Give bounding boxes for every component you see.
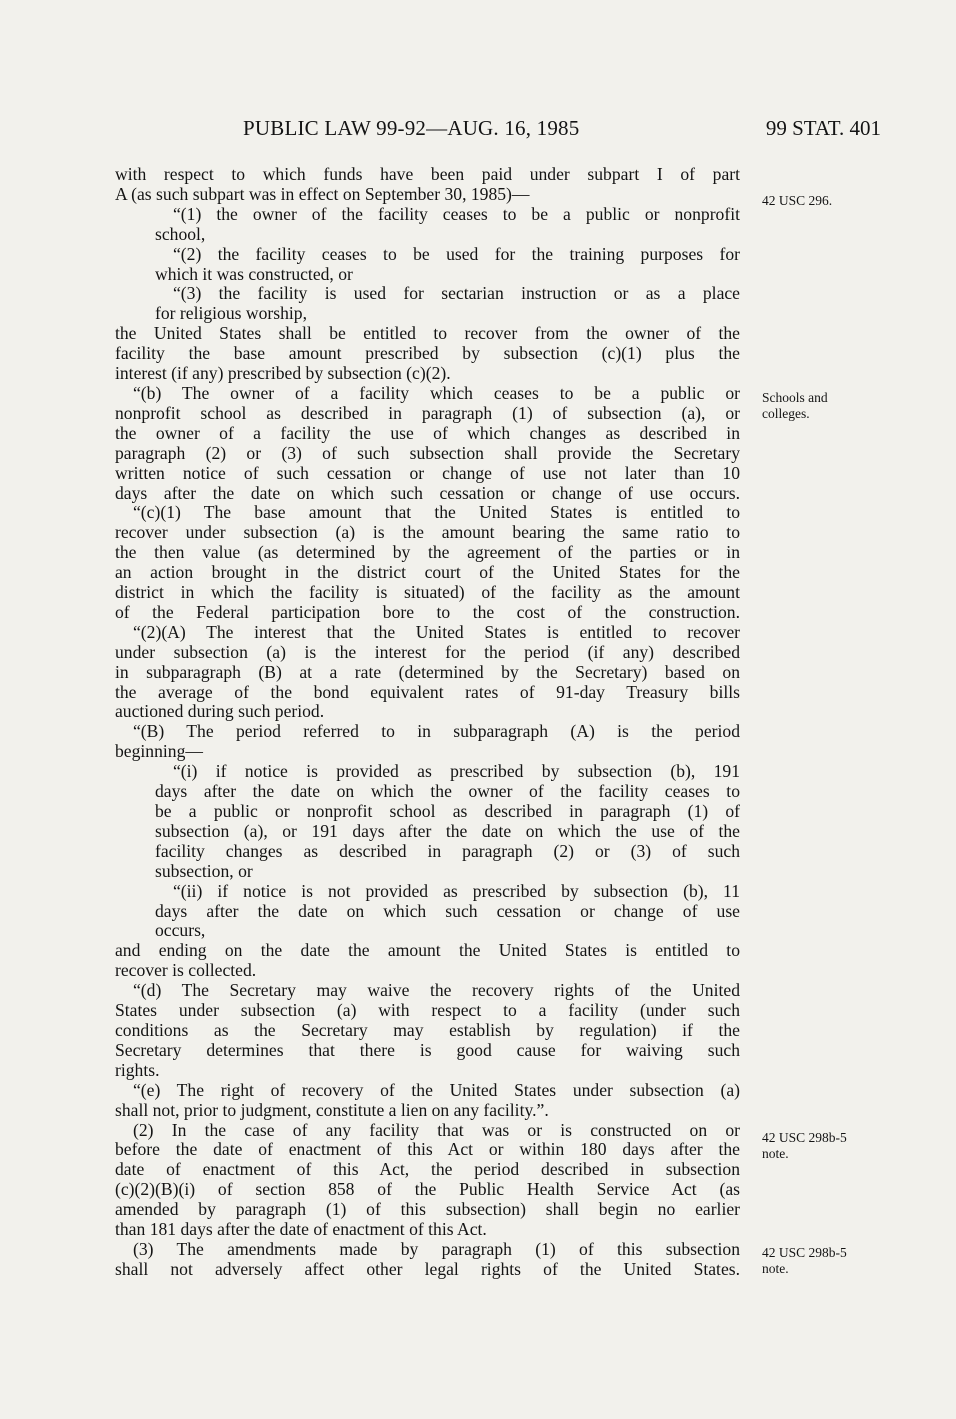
text-line: school,	[155, 223, 206, 244]
statute-body-text	[115, 165, 740, 1280]
margin-note-42-usc-296	[762, 193, 832, 209]
text-line: of the Federal participation bore to the cost of the construction.	[115, 601, 740, 622]
text-line: be a public or nonprofit school as described in paragraph (1) of	[155, 801, 740, 821]
margin-note-42-usc-298b-5	[762, 1130, 847, 1161]
text-line: paragraph (2) or (3) of such subsection shall provide the Secretary	[115, 442, 740, 463]
text-line: “(i) if notice is provided as prescribed by subsection (b), 191	[173, 761, 740, 782]
text-line: facility changes as described in paragraph (2) or (3) of such	[155, 840, 740, 861]
text-line: with respect to which funds have been paid under subpart I of part	[115, 164, 740, 184]
text-line: interest (if any) prescribed by subsection (c)(2).	[115, 363, 451, 384]
text-line: subsection, or	[155, 860, 253, 881]
margin-note-line: colleges.	[762, 405, 810, 421]
text-line: (2) In the case of any facility that was or is constructed on or	[133, 1119, 740, 1140]
margin-note-line: 42 USC 296.	[762, 193, 833, 208]
text-line: recover is collected.	[115, 960, 257, 981]
text-line: shall not adversely affect other legal rights of the United States.	[115, 1258, 740, 1279]
text-line: “(e) The right of recovery of the United States under subsection (a)	[133, 1079, 740, 1100]
text-line: “(c)(1) The base amount that the United States is entitled to	[133, 502, 740, 523]
text-line: rights.	[115, 1059, 160, 1080]
text-line: for religious worship,	[155, 303, 307, 324]
text-line: auctioned during such period.	[115, 701, 325, 722]
text-line: “(B) The period referred to in subparagraph (A) is the period	[133, 721, 740, 742]
text-line: days after the date on which the owner of the facility ceases to	[155, 781, 740, 802]
margin-note-42-usc-298b-5	[762, 1245, 847, 1276]
text-line: (3) The amendments made by paragraph (1) of this subsection	[133, 1238, 740, 1259]
text-line: “(d) The Secretary may waive the recovery rights of the United	[133, 980, 740, 1001]
text-line: an action brought in the district court of the United States for the	[115, 562, 740, 583]
text-line: “(ii) if notice is not provided as prescribed by subsection (b), 11	[173, 880, 740, 901]
header-title: PUBLIC LAW 99-92—AUG. 16, 1985	[243, 116, 580, 140]
text-line: days after the date on which such cessation or change of use occurs.	[115, 482, 740, 503]
text-line: and ending on the date the amount the United States is entitled to	[115, 940, 740, 961]
text-line: than 181 days after the date of enactment of this Act.	[115, 1219, 487, 1240]
text-line: in subparagraph (B) at a rate (determined by the Secretary) based on	[115, 661, 740, 682]
text-line: under subsection (a) is the interest for the period (if any) described	[115, 641, 740, 662]
text-line: (c)(2)(B)(i) of section 858 of the Public Health Service Act (as	[115, 1179, 740, 1200]
text-line: facility the base amount prescribed by subsection (c)(1) plus the	[115, 343, 740, 364]
text-line: subsection (a), or 191 days after the date on which the use of the	[155, 820, 740, 841]
text-line: written notice of such cessation or change of use not later than 10	[115, 462, 740, 483]
text-line: “(3) the facility is used for sectarian instruction or as a place	[173, 283, 740, 304]
text-line: amended by paragraph (1) of this subsection) shall begin no earlier	[115, 1199, 740, 1220]
text-line: “(2)(A) The interest that the United States is entitled to recover	[133, 621, 740, 642]
text-line: conditions as the Secretary may establish by regulation) if the	[115, 1019, 740, 1040]
header-stat-page: 99 STAT. 401	[765, 116, 881, 140]
text-line: “(1) the owner of the facility ceases to be a public or nonprofit	[173, 203, 740, 224]
text-line: which it was constructed, or	[155, 263, 353, 284]
text-line: the then value (as determined by the agreement of the parties or in	[115, 542, 740, 563]
margin-note-line: note.	[762, 1260, 789, 1276]
text-line: before the date of enactment of this Act or within 180 days after the	[115, 1139, 740, 1160]
page-header	[115, 116, 885, 148]
margin-note-schools-and-colleges	[762, 390, 828, 421]
margin-note-line: 42 USC 298b-5	[762, 1245, 847, 1260]
text-line: days after the date on which such cessation or change of use	[155, 900, 740, 921]
text-line: recover under subsection (a) is the amount bearing the same ratio to	[115, 522, 740, 543]
text-line: “(2) the facility ceases to be used for the training purposes for	[173, 243, 740, 264]
text-line: “(b) The owner of a facility which ceases to be a public or	[133, 382, 740, 403]
text-line: States under subsection (a) with respect to a facility (under such	[115, 1000, 740, 1021]
text-line: beginning—	[115, 741, 203, 762]
text-line: Secretary determines that there is good cause for waiving such	[115, 1039, 740, 1060]
text-line: shall not, prior to judgment, constitute a lien on any facility.”.	[115, 1099, 549, 1120]
text-line: district in which the facility is situated) of the facility as the amount	[115, 582, 740, 603]
text-line: A (as such subpart was in effect on September 30, 1985)—	[115, 183, 530, 204]
text-line: the average of the bond equivalent rates of 91-day Treasury bills	[115, 681, 740, 702]
margin-note-line: 42 USC 298b-5	[762, 1130, 847, 1145]
margin-note-line: note.	[762, 1145, 789, 1161]
text-line: occurs,	[155, 920, 206, 941]
text-line: the owner of a facility the use of which changes as described in	[115, 422, 740, 443]
margin-note-line: Schools and	[762, 390, 828, 405]
text-line: date of enactment of this Act, the period described in subsection	[115, 1159, 740, 1180]
text-line: the United States shall be entitled to recover from the owner of the	[115, 323, 740, 344]
text-line: nonprofit school as described in paragraph (1) of subsection (a), or	[115, 402, 740, 423]
